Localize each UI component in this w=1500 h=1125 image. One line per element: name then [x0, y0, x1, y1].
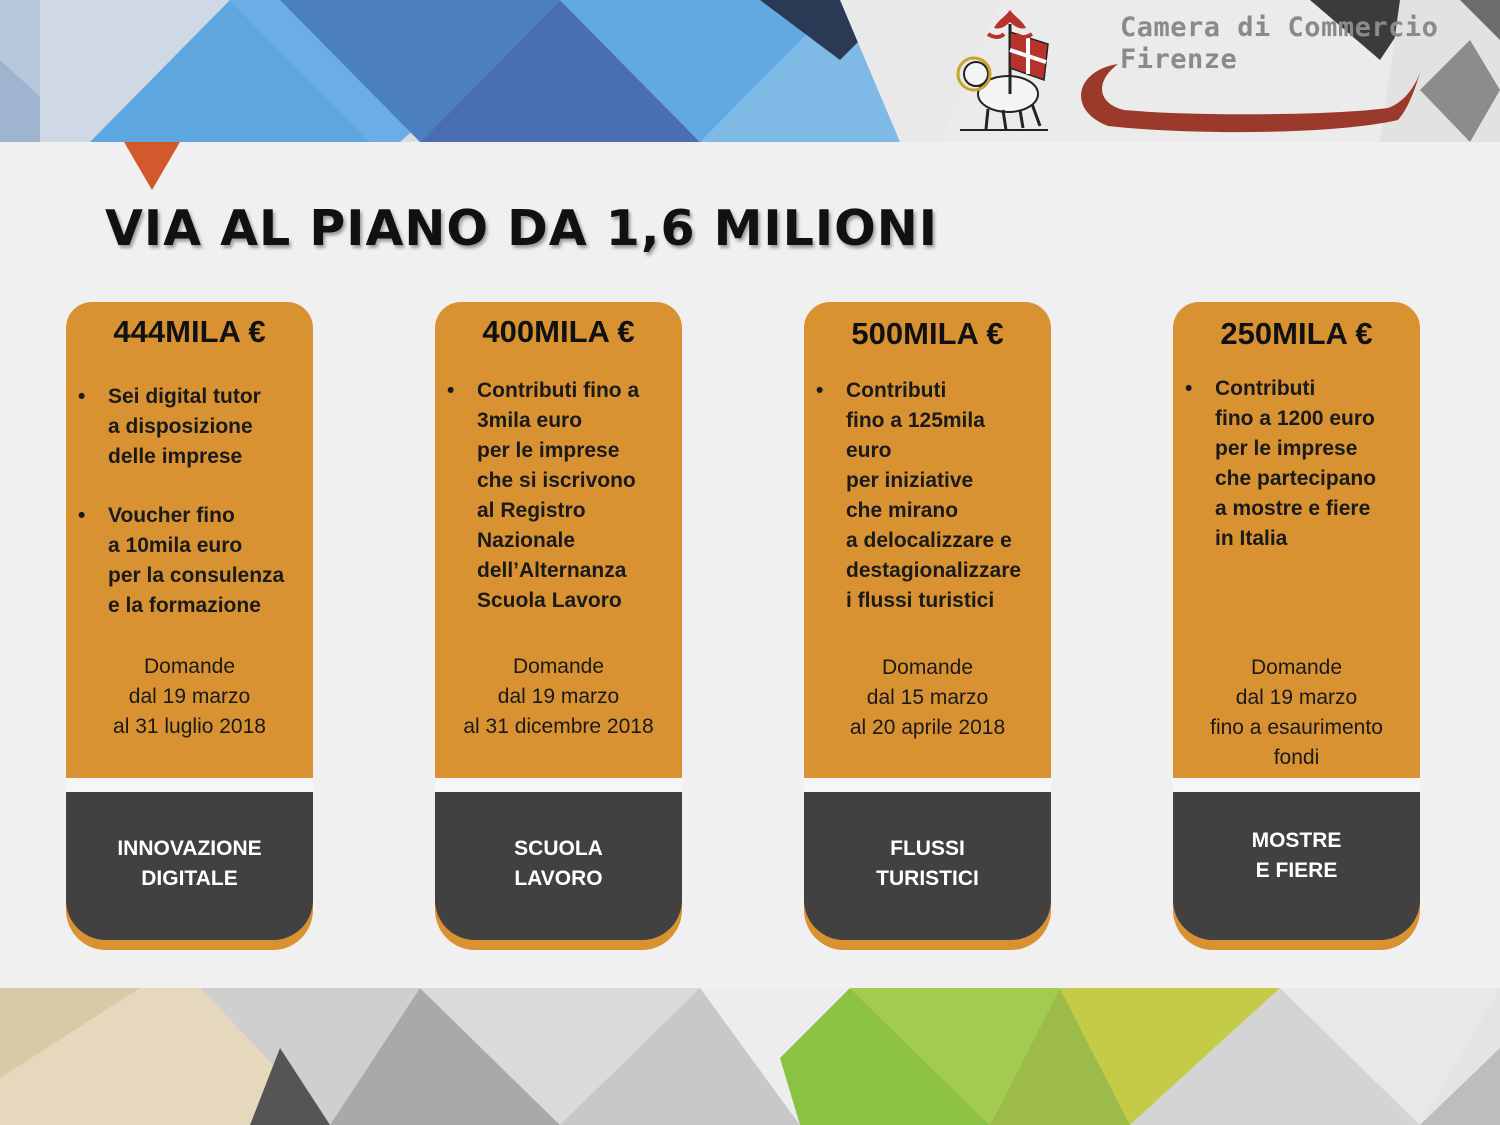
card-category-panel [1173, 792, 1420, 940]
card-body [66, 302, 313, 778]
card-bullet: • Contributi fino a 3mila euro per le imprese che si iscrivono al Registro Nazionale dell’Alternanza Scuola Lavoro [477, 376, 639, 616]
card-body [1173, 302, 1420, 778]
bottom-decorative-band [0, 988, 1500, 1125]
lamb-emblem-icon [958, 10, 1048, 130]
card-body [435, 302, 682, 778]
card-bullet: • Contributi fino a 1200 euro per le imprese che partecipano a mostre e fiere in Italia [1215, 374, 1376, 554]
card-dates: Domande dal 19 marzo al 31 dicembre 2018 [463, 655, 654, 738]
card-amount: 444MILA € [113, 314, 266, 349]
card-category: MOSTRE E FIERE [1251, 829, 1342, 882]
card-category-panel [804, 792, 1051, 940]
card-mostre-e-fiere [1173, 302, 1420, 950]
card-innovazione-digitale [66, 302, 313, 950]
title-marker-triangle-icon [124, 142, 180, 190]
card-amount: 250MILA € [1220, 316, 1373, 351]
logo-text-line-2: Firenze [1120, 44, 1238, 75]
chamber-of-commerce-logo [948, 4, 1468, 140]
logo-text-line-1: Camera di Commercio [1120, 12, 1439, 43]
card-category: INNOVAZIONE DIGITALE [117, 837, 262, 890]
card-amount: 500MILA € [851, 316, 1004, 351]
card-category-panel [435, 792, 682, 940]
card-bullet: • Contributi fino a 125mila euro per iniziative che mirano a delocalizzare e destagionalizzare i flussi turistici [846, 376, 1021, 616]
card-dates: Domande dal 19 marzo fino a esaurimento fondi [1210, 656, 1383, 769]
card-dates: Domande dal 15 marzo al 20 aprile 2018 [849, 656, 1006, 739]
card-bullet: • Sei digital tutor a disposizione delle imprese [108, 382, 261, 472]
card-category: SCUOLA LAVORO [514, 837, 603, 890]
card-category: FLUSSI TURISTICI [876, 837, 979, 890]
card-divider [804, 778, 1051, 792]
card-bullet: • Voucher fino a 10mila euro per la consulenza e la formazione [108, 501, 284, 621]
card-divider [1173, 778, 1420, 792]
card-scuola-lavoro [435, 302, 682, 950]
card-body [804, 302, 1051, 778]
card-divider [435, 778, 682, 792]
card-dates: Domande dal 19 marzo al 31 luglio 2018 [113, 655, 266, 738]
card-divider [66, 778, 313, 792]
card-category-panel [66, 792, 313, 940]
page-title: VIA AL PIANO DA 1,6 MILIONI [105, 200, 938, 257]
card-amount: 400MILA € [482, 314, 635, 349]
card-flussi-turistici [804, 302, 1051, 950]
